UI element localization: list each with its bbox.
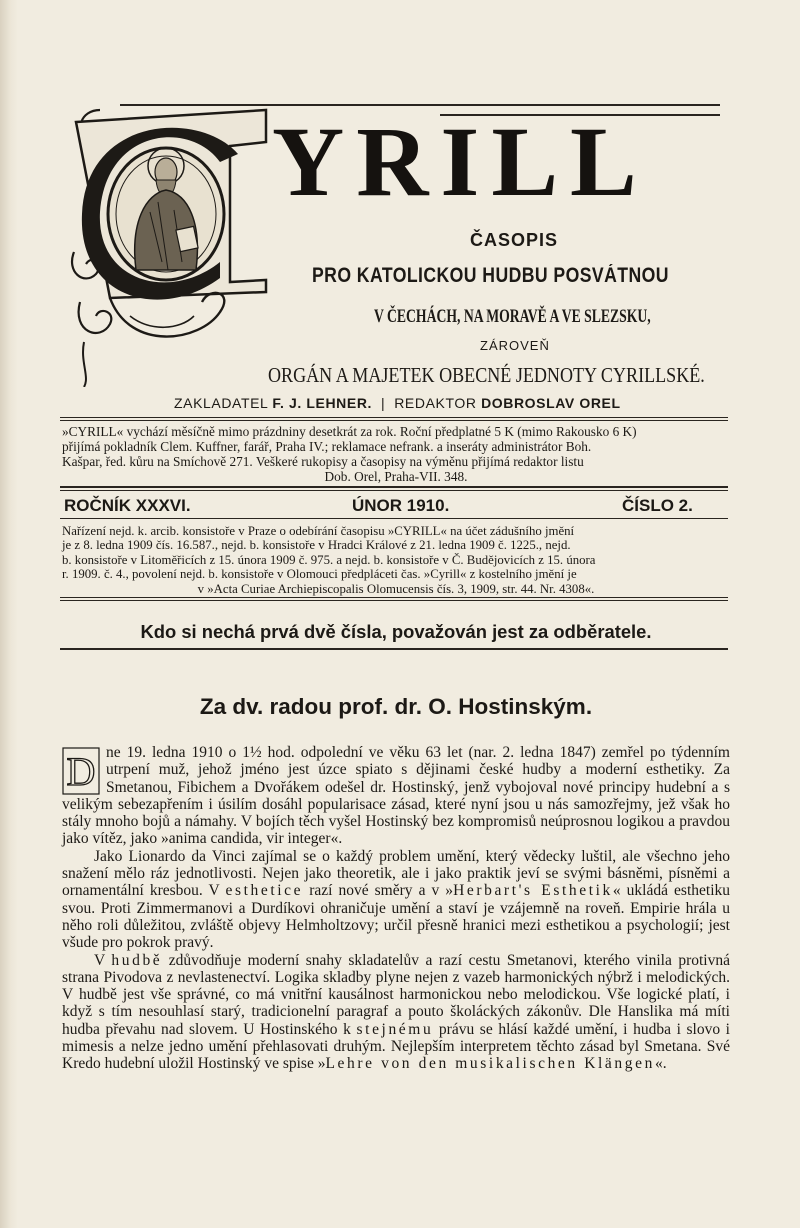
text-run: V	[94, 951, 112, 969]
divider	[60, 486, 728, 488]
spaced-text: hudbě	[111, 951, 163, 969]
spaced-text: Lehre von den musikalischen Klängen	[325, 1055, 655, 1073]
paragraph	[62, 744, 730, 848]
spaced-text: esthetice	[225, 882, 304, 900]
consistory-notice	[62, 524, 730, 596]
text-run: právu se hlásí každé umění, i hudba i slovo i mimesis a nelze jedno umění přehlasovati druhým. Nejlepším interpretem těchto zásad byl Smetana. Své Kredo hudební uložil Hostinský ve spise »	[62, 1020, 730, 1073]
divider	[60, 420, 728, 421]
subtitle-purpose: PRO KATOLICKOU HUDBU POSVÁTNOU	[312, 264, 669, 287]
divider	[60, 597, 728, 598]
divider	[60, 518, 728, 519]
issue-date: ÚNOR 1910.	[352, 496, 450, 515]
notice-line: v »Acta Curiae Archiepiscopalis Olomucensis čís. 3, 1909, str. 44. Nr. 4308«.	[197, 581, 595, 596]
notice-line: b. konsistoře v Litoměřicích z 15. února 1909 č. 975. a nejd. b. konsistoře v Č. Budějovicích z 15. února	[62, 552, 596, 567]
article-title: Za dv. radou prof. dr. O. Hostinským.	[199, 694, 593, 719]
info-line: Kašpar, řed. kůru na Smíchově 271. Veškeré rukopisy a časopisy na výměnu přijímá redaktor listu	[62, 454, 584, 469]
subtitle-organ: ORGÁN A MAJETEK OBECNÉ JEDNOTY CYRILLSKÉ.	[268, 363, 705, 387]
divider	[60, 417, 728, 418]
editor-name: DOBROSLAV OREL	[481, 395, 621, 411]
divider	[60, 648, 728, 650]
article-body	[62, 744, 730, 1073]
editor-label: REDAKTOR	[394, 395, 477, 411]
notice-line: je z 8. ledna 1909 čís. 16.587., nejd. b. konsistoře v Hradci Králové z 21. ledna 1909 č. 1225., nejd.	[62, 538, 571, 553]
founder-editor-line: ZAKLADATEL F. J. LEHNER. | REDAKTOR DOBROSLAV OREL	[174, 395, 621, 411]
dropcap-letter: D	[66, 749, 96, 794]
notice-line: r. 1909. č. 4., povolení nejd. b. konsistoře v Olomouci předpláceti čas. »Cyrill« z kostelního jmění je	[62, 567, 577, 582]
text-run: « ukládá esthetiku svou. Proti Zimmermanovi a Durdíkovi ohraničuje umění a staví je vzájemně na roveň. Empirie hrála u něho roli důležitou, zvláště objevy Helmholtzovy; určil přesně hranici mezi esthetikou a psychologií; jest všude pro pokrok pravý.	[62, 882, 731, 952]
issue-number: ČÍSLO 2.	[622, 496, 693, 515]
divider	[60, 490, 728, 491]
dropcap-d	[62, 747, 100, 795]
notice-line: Nařízení nejd. k. arcib. konsistoře v Praze o odebírání časopisu »CYRILL« na účet zádušního jmění	[62, 524, 575, 538]
divider	[60, 600, 728, 601]
text-run: «.	[654, 1055, 667, 1073]
subtitle-casopis: ČASOPIS	[470, 230, 559, 250]
page-edge	[0, 0, 18, 1228]
paragraph-text: ne 19. ledna 1910 o 1½ hod. odpolední ve věku 63 let (nar. 2. ledna 1847) zemřel po týdenním utrpení muž, jehož jméno jest úzce spiato s dějinami české hudby a moderní esthetiky. Za Smetanou, Fibichem a Dvořákem odešel dr. Hostinský, jenž vybojoval nové principy hudební a s velikým sebezapřením i úsilím dosáhl popularisace zásad, které nyní jsou u nás samozřejmy, jež však ho stály mnoho bojů a námahy. V bojích těch vyšel Hostinský bez kompromisů neúprosnou logikou a pravdou jako vítěz, jako »anima candida, vir integer«.	[62, 744, 730, 848]
ornamental-initial-c	[70, 102, 270, 387]
info-line: přijímá pokladník Clem. Kuffner, farář, Praha IV.; reklamace nefrank. a inseráty administrátor Boh.	[62, 439, 592, 454]
founder-label: ZAKLADATEL	[174, 395, 268, 411]
founder-name: F. J. LEHNER.	[272, 395, 373, 411]
text-run: razí nové směry a v »	[303, 882, 454, 900]
subtitle-region: V ČECHÁCH, NA MORAVĚ A VE SLEZSKU,	[374, 306, 651, 327]
paragraph	[62, 848, 730, 952]
subscription-info	[62, 424, 730, 484]
text-run: Jako Lionardo da Vinci zajímal se o každý problem umění, který vědecky luštil, ale všechno jeho snažení mělo ráz jednotlivosti. Nejen jako theoretik, ale i jako praktik jeví se svými básněmi, písněmi a ornamentální kresbou. V	[62, 847, 730, 900]
info-line: Dob. Orel, Praha-VII. 348.	[324, 469, 468, 484]
info-line: »CYRILL« vychází měsíčně mimo prázdniny desetkrát za rok. Roční předplatné 5 K (mimo Rakousko 6 K)	[62, 424, 637, 439]
subscriber-warning: Kdo si nechá prvá dvě čísla, považován jest za odběratele.	[140, 621, 652, 642]
journal-title: YRILL	[272, 106, 649, 217]
text-run: zdůvodňuje moderní snahy skladatelův a razí cestu Smetanovi, kterého vinila protivná strana Pivodova z nevlastenectví. Logika skladby plyne nejen z vazeb harmonických nýbrž i melodických. V hudbě jest vše správné, co má vnitřní kausálnost harmonickou nebo melodickou. Vše logické platí, i když s tím nesouhlasí starý, tradicionelní paragraf a pouto školáckých zákonův. Dle Hanslika má míti hudba převahu nad slovem. U Hostinského k	[62, 951, 730, 1038]
spaced-text: Herbart's Esthetik	[453, 882, 613, 900]
volume-number: ROČNÍK XXXVI.	[64, 496, 191, 515]
paragraph	[62, 952, 730, 1073]
subtitle-zaroven: ZÁROVEŇ	[480, 338, 550, 353]
spaced-text: stejnému	[356, 1020, 434, 1038]
